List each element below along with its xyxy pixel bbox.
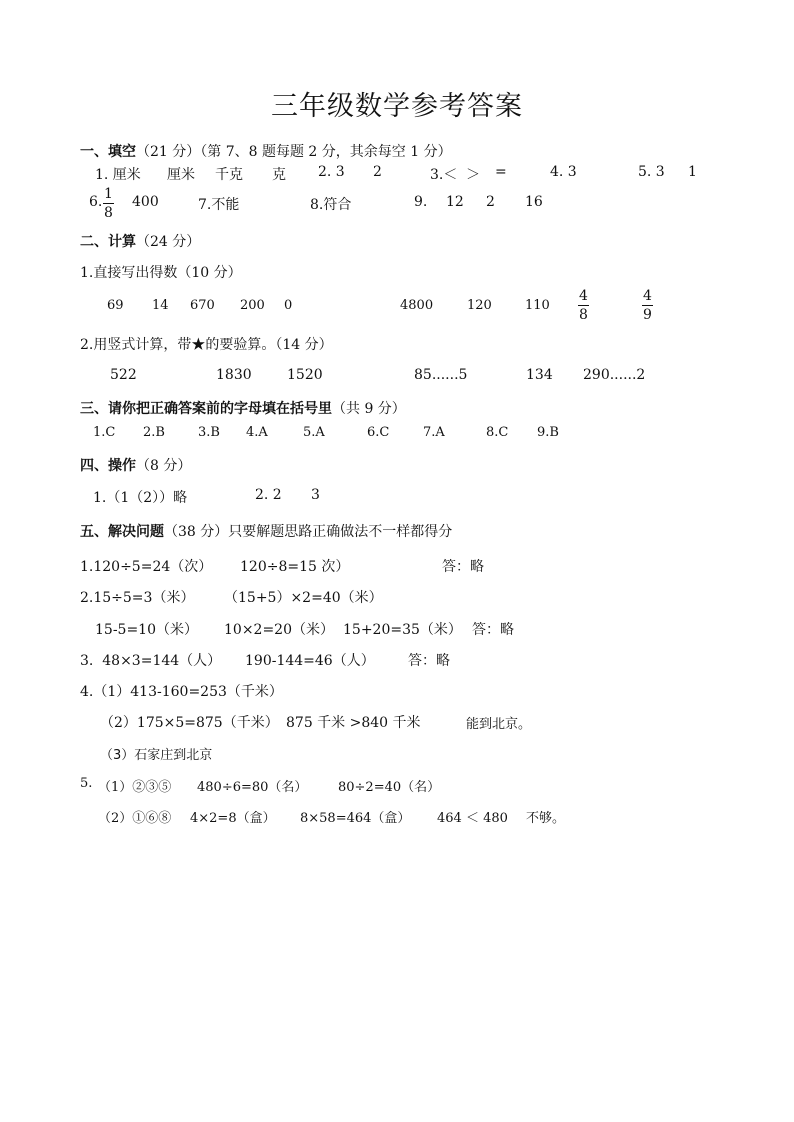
problem-4-2a: （2）175×5=875（千米） (100, 715, 279, 731)
fraction-numerator: 4 (579, 288, 588, 304)
answer-8: 8.符合 (310, 197, 352, 213)
answer-2a: 2. 3 (318, 164, 345, 180)
section-3-header (80, 398, 406, 418)
fraction-4-9 (642, 288, 653, 323)
section-1-header (80, 141, 452, 161)
section-5-heading: 五、解决问题 (80, 524, 164, 540)
problem-4-1: 4.（1）413-160=253（千米） (80, 684, 283, 700)
fraction-denominator: 8 (579, 307, 588, 323)
problem-5-1b: 480÷6=80（名） (197, 780, 308, 795)
section-1-heading: 一、填空 (80, 144, 136, 160)
calc-result: 1520 (287, 367, 323, 383)
problem-4-3: （3）石家庄到北京 (100, 748, 213, 763)
subsection-2-2: 2.用竖式计算，带★的要验算。（14 分） (80, 337, 333, 353)
calc-result: 200 (240, 298, 265, 313)
problem-1b: 120÷8=15 次） (240, 559, 350, 575)
answer-2b: 2 (373, 164, 382, 180)
problem-5-2d: 464 ＜ 480 (437, 811, 508, 826)
choice-answer: 6.C (367, 425, 390, 440)
subsection-2-1: 1.直接写出得数（10 分） (80, 265, 242, 281)
problem-2c: 15-5=10（米） (95, 622, 198, 638)
problem-1-answer: 答：略 (442, 559, 484, 575)
problem-4-2b: 875 千米 >840 千米 (286, 715, 421, 731)
section-1-note: （21 分）（第 7、8 题每题 2 分，其余每空 1 分） (136, 144, 452, 160)
calc-result: 134 (526, 367, 553, 383)
section-3-note: （共 9 分） (332, 401, 406, 417)
problem-2e: 15+20=35（米） (343, 622, 462, 638)
problem-1a: 1.120÷5=24（次） (80, 559, 213, 575)
calc-result: 0 (284, 298, 293, 313)
answer-1b: 厘米 (167, 167, 195, 183)
fraction-denominator: 8 (104, 205, 113, 221)
answer-9c: 16 (525, 194, 543, 210)
fraction-bar (578, 305, 589, 306)
answer-3b: ＞ (466, 167, 480, 183)
answer-6-number: 6. (89, 194, 103, 210)
fraction-bar (642, 305, 653, 306)
calc-result: 14 (152, 298, 169, 313)
section-4-heading: 四、操作 (80, 458, 136, 474)
answer-9b: 2 (486, 194, 495, 210)
operation-answer-1: 1.（1（2））略 (93, 490, 188, 506)
problem-5-2a: （2）①⑥⑧ (98, 811, 172, 826)
calc-result: 69 (107, 298, 124, 313)
problem-5-2-answer: 不够。 (526, 811, 566, 826)
section-4-header (80, 455, 191, 475)
answer-9a: 12 (446, 194, 464, 210)
answer-9-number: 9. (414, 194, 428, 210)
calc-result: 670 (190, 298, 215, 313)
section-2-heading: 二、计算 (80, 234, 136, 250)
choice-answer: 5.A (303, 425, 325, 440)
answer-5a: 5. 3 (638, 164, 665, 180)
page-title: 三年级数学参考答案 (271, 91, 523, 122)
problem-2a: 2.15÷5=3（米） (80, 590, 195, 606)
choice-answer: 9.B (537, 425, 559, 440)
answer-3a: 3.＜ (430, 167, 458, 183)
problem-5-2c: 8×58=464（盒） (300, 811, 411, 826)
calc-result: 1830 (216, 367, 252, 383)
answer-7: 7.不能 (198, 197, 240, 213)
problem-2b: （15+5）×2=40（米） (224, 590, 383, 606)
calc-result: 110 (525, 298, 550, 313)
operation-answer-2a: 2. 2 (255, 487, 282, 503)
problem-3b: 190-144=46（人） (245, 653, 375, 669)
choice-answer: 1.C (93, 425, 116, 440)
section-4-note: （8 分） (136, 458, 192, 474)
choice-answer: 3.B (198, 425, 220, 440)
calc-result: 85......5 (414, 367, 468, 383)
answer-1d: 克 (272, 167, 286, 183)
section-2-note: （24 分） (136, 234, 201, 250)
answer-4: 4. 3 (550, 164, 577, 180)
calc-result: 522 (110, 367, 137, 383)
section-2-header (80, 231, 200, 251)
problem-4-2-answer: 能到北京。 (466, 717, 532, 732)
section-5-header (80, 521, 452, 541)
problem-3a: 3. 48×3=144（人） (80, 653, 222, 669)
answer-3c: = (495, 164, 507, 180)
fraction-bar (103, 203, 114, 204)
calc-result: 4800 (400, 298, 434, 313)
answer-1c: 千克 (215, 167, 243, 183)
fraction-numerator: 1 (104, 186, 113, 202)
choice-answer: 7.A (423, 425, 445, 440)
problem-5-1a: （1）②③⑤ (98, 780, 172, 795)
problem-3-answer: 答：略 (408, 653, 450, 669)
choice-answer: 8.C (486, 425, 509, 440)
calc-result: 120 (467, 298, 492, 313)
problem-2d: 10×2=20（米） (224, 622, 334, 638)
choice-answer: 4.A (246, 425, 268, 440)
answer-6b: 400 (132, 194, 159, 210)
answer-1a: 1. 厘米 (95, 167, 141, 183)
fraction-numerator: 4 (643, 288, 652, 304)
fraction-1-8 (103, 186, 114, 221)
choice-answer: 2.B (143, 425, 165, 440)
problem-5-number: 5. (80, 776, 93, 791)
problem-5-2b: 4×2=8（盒） (190, 811, 276, 826)
fraction-4-8 (578, 288, 589, 323)
calc-result: 290......2 (583, 367, 646, 383)
problem-2-answer: 答：略 (472, 622, 514, 638)
section-3-heading: 三、请你把正确答案前的字母填在括号里 (80, 401, 332, 417)
fraction-denominator: 9 (643, 307, 652, 323)
operation-answer-2b: 3 (311, 487, 320, 503)
problem-5-1c: 80÷2=40（名） (338, 780, 441, 795)
answer-5b: 1 (688, 164, 697, 180)
section-5-note: （38 分）只要解题思路正确做法不一样都得分 (164, 524, 453, 540)
